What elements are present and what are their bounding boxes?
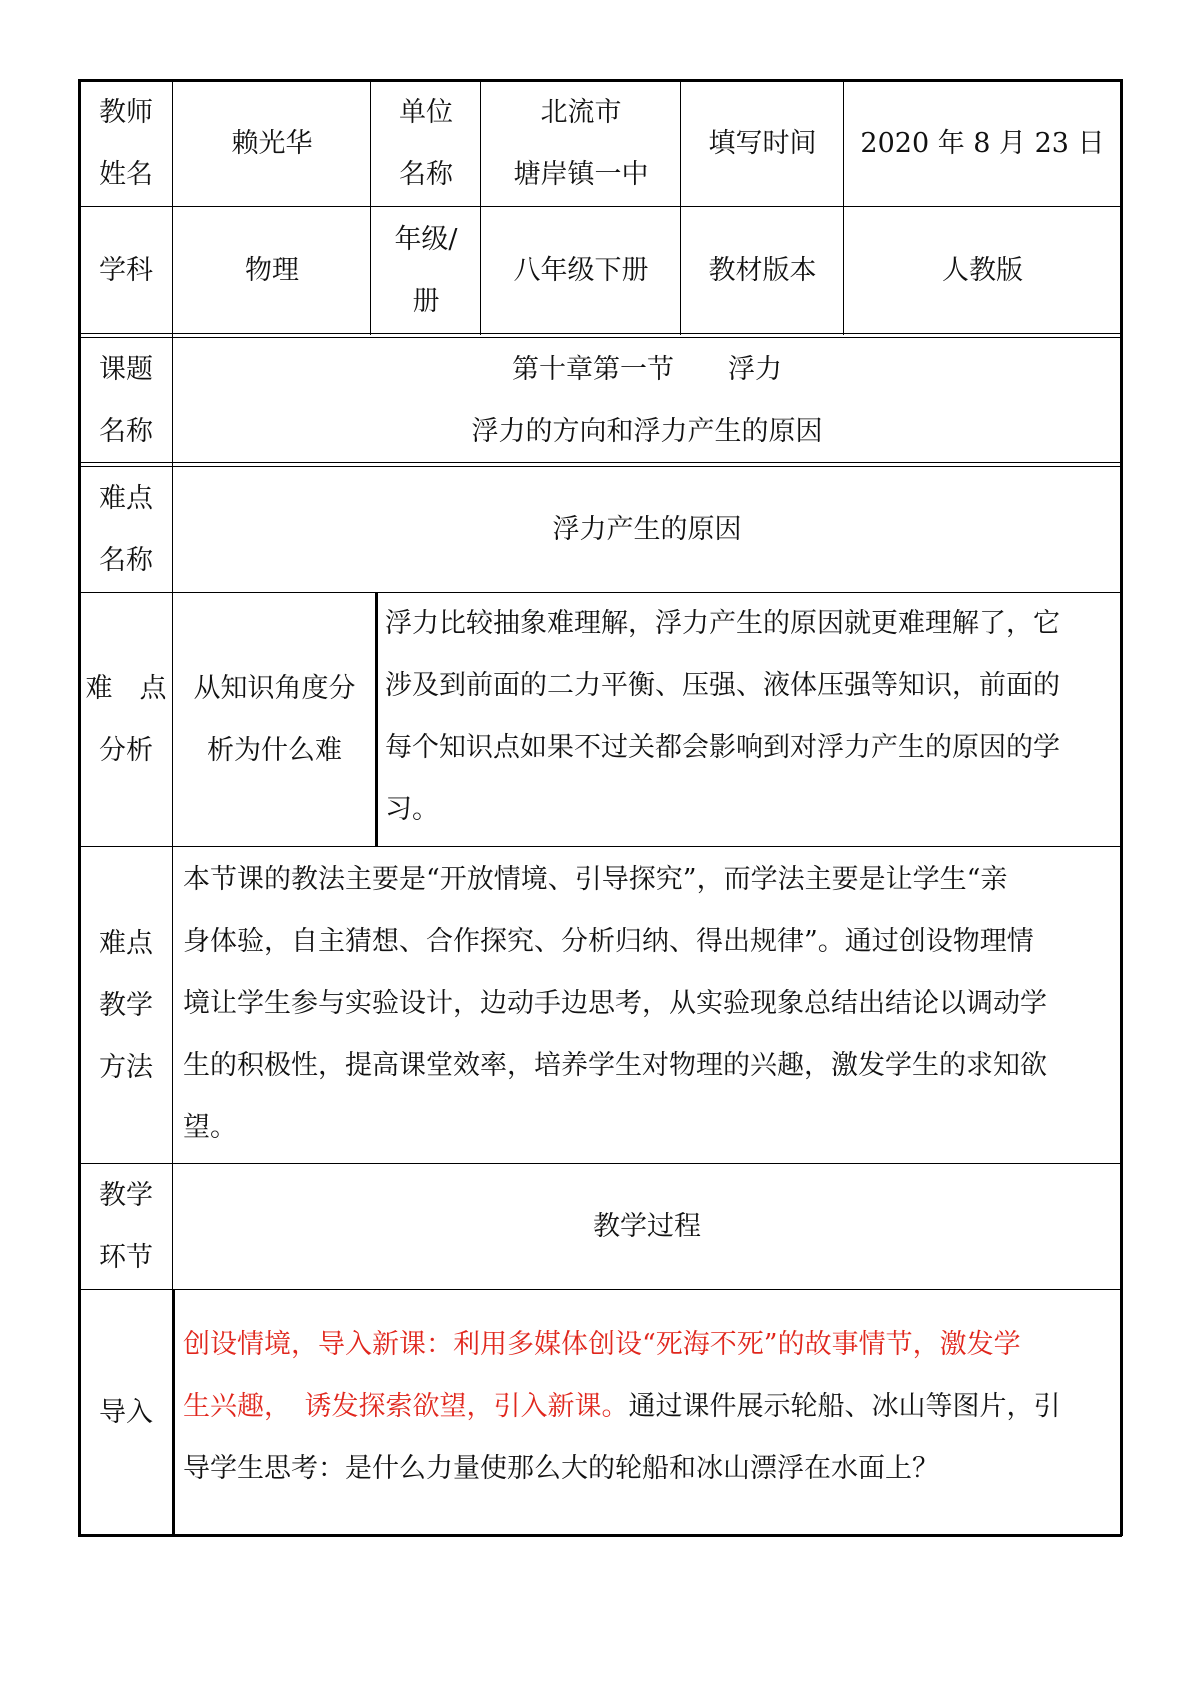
col-divider: [680, 79, 681, 335]
col-divider: [843, 79, 844, 335]
row-divider: [78, 466, 1122, 467]
col-divider: [370, 79, 371, 335]
edition-label: 教材版本: [708, 254, 817, 286]
topic-label: 课题 名称: [99, 353, 153, 447]
table-border-right: [1120, 79, 1123, 1536]
analysis-text: 浮力比较抽象难理解，浮力产生的原因就更难理解了，它 涉及到前面的二力平衡、压强、液体压强等知识，前面的 每个知识点如果不过关都会影响到对浮力产生的原因的学 习。: [385, 608, 1060, 825]
row-divider: [78, 846, 1122, 847]
analysis-sub-label: 从知识角度分 析为什么难: [193, 673, 356, 766]
grade-value: 八年级下册: [513, 254, 649, 286]
col-divider: [375, 592, 378, 846]
subject-value: 物理: [245, 254, 299, 286]
row-divider: [78, 333, 1122, 334]
table-border-bottom: [78, 1534, 1122, 1537]
col-divider: [480, 79, 481, 335]
fill-date-value: 2020 年 8 月 23 日: [860, 127, 1105, 159]
col-divider: [172, 1289, 175, 1536]
difficulty-value: 浮力产生的原因: [552, 514, 742, 545]
intro-line-2: 生兴趣， 诱发探索欲望，引入新课。通过课件展示轮船、冰山等图片，引: [183, 1391, 1061, 1422]
grade-label: 年级/ 册: [394, 223, 458, 317]
method-label: 难点 教学 方法: [99, 927, 153, 1083]
row-divider: [78, 206, 1122, 207]
intro-line-1: 创设情境，导入新课：利用多媒体创设“死海不死”的故事情节，激发学: [183, 1329, 1021, 1360]
edition-value: 人教版: [942, 254, 1023, 286]
unit-name-label: 单位 名称: [399, 96, 453, 190]
intro-text: [183, 1314, 1113, 1500]
row-divider: [78, 1289, 1122, 1290]
topic-value: 第十章第一节 浮力 浮力的方向和浮力产生的原因: [471, 353, 823, 447]
process-label: 教学 环节: [99, 1180, 153, 1273]
analysis-label: 难 点 分析: [85, 673, 167, 766]
teacher-name-label: 教师 姓名: [99, 96, 153, 190]
intro-line-3: 导学生思考：是什么力量使那么大的轮船和冰山漂浮在水面上？: [183, 1453, 939, 1484]
method-text: 本节课的教法主要是“开放情境、引导探究”，而学法主要是让学生“亲 身体验，自主猜想、合作探究、分析归纳、得出规律”。通过创设物理情 境让学生参与实验设计，边动手边思考，从实验现象总结出结论以调动学 生的积极性，提高课堂效率，培养学生对物理的兴趣，激发学生的求知欲 望。: [183, 864, 1047, 1143]
row-divider: [78, 1163, 1122, 1164]
fill-date-label: 填写时间: [708, 127, 817, 159]
teacher-name-value: 赖光华: [231, 127, 313, 159]
intro-label: 导入: [99, 1396, 153, 1428]
unit-name-value: 北流市 塘岸镇一中: [513, 96, 649, 190]
difficulty-label: 难点 名称: [99, 483, 153, 576]
subject-label: 学科: [99, 254, 153, 286]
process-value: 教学过程: [593, 1211, 701, 1242]
